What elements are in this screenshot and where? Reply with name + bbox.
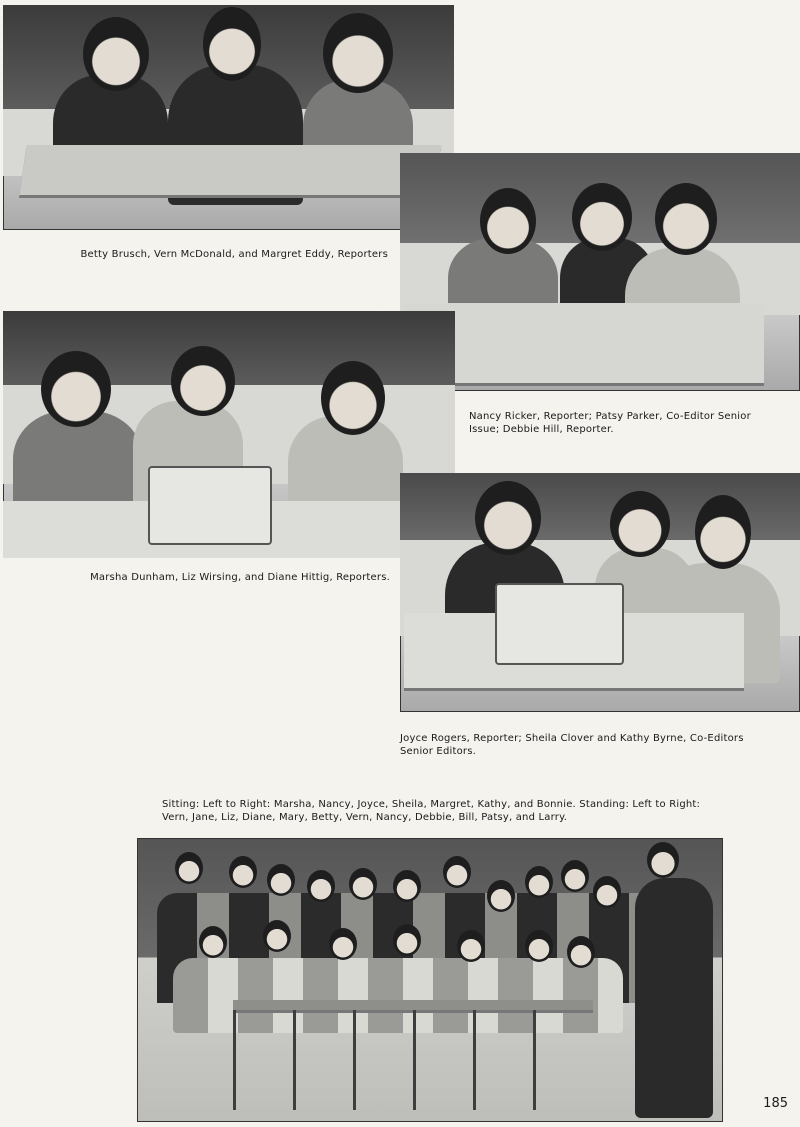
caption-photo-3: Marsha Dunham, Liz Wirsing, and Diane Hittig, Reporters. xyxy=(90,572,390,583)
caption-photo-1: Betty Brusch, Vern McDonald, and Margret Eddy, Reporters xyxy=(80,249,388,260)
person-right-head xyxy=(323,13,393,93)
seated-head xyxy=(263,920,291,952)
seated-head xyxy=(199,926,227,958)
standing-head xyxy=(349,868,377,900)
typewriter xyxy=(495,583,624,665)
seated-head xyxy=(329,928,357,960)
typewriter xyxy=(148,466,272,545)
standing-head xyxy=(229,856,257,888)
person-left-head xyxy=(41,351,111,427)
standing-head xyxy=(393,870,421,902)
person-center-head xyxy=(203,7,261,81)
seated-head xyxy=(525,930,553,962)
standing-head xyxy=(443,856,471,888)
seated-head xyxy=(457,930,485,962)
standing-head xyxy=(487,880,515,912)
person-right-head xyxy=(321,361,385,435)
person-right-head xyxy=(695,495,751,569)
person-center-head xyxy=(171,346,235,416)
caption-photo-2: Nancy Ricker, Reporter; Patsy Parker, Co-Editor Senior Issue; Debbie Hill, Reporter. xyxy=(469,411,751,435)
table-legs xyxy=(233,1010,593,1110)
group-table xyxy=(233,1000,593,1010)
standing-head xyxy=(175,852,203,884)
desk xyxy=(19,145,441,195)
person-left-head xyxy=(83,17,149,91)
photo-reporters-1 xyxy=(3,5,454,230)
person-left-head xyxy=(480,188,536,254)
page-number: 185 xyxy=(763,1096,788,1111)
standing-head xyxy=(647,842,679,878)
person-center-head xyxy=(610,491,670,557)
photo-reporters-3 xyxy=(3,311,455,558)
photo-group-staff xyxy=(137,838,723,1122)
standing-head xyxy=(561,860,589,892)
person-center-head xyxy=(572,183,632,251)
caption-group-photo: Sitting: Left to Right: Marsha, Nancy, Joyce, Sheila, Margret, Kathy, and Bonnie. Standing: Left to Right: Vern, Jane, Liz, Diane, Mary, Betty, Vern, Nancy, Debbie, Bill, Patsy, and Larry. xyxy=(162,799,701,823)
person-left-head xyxy=(475,481,541,555)
photo-reporters-2 xyxy=(400,153,800,391)
standing-head xyxy=(525,866,553,898)
standing-head xyxy=(593,876,621,908)
photo-co-editors xyxy=(400,473,800,712)
person-right-head xyxy=(655,183,717,255)
standing-right-person xyxy=(635,878,713,1118)
standing-head xyxy=(267,864,295,896)
caption-photo-4: Joyce Rogers, Reporter; Sheila Clover and Kathy Byrne, Co-Editors Senior Editors. xyxy=(400,733,744,757)
seated-head xyxy=(567,936,595,968)
desk xyxy=(404,303,764,383)
seated-head xyxy=(393,924,421,956)
standing-head xyxy=(307,870,335,902)
